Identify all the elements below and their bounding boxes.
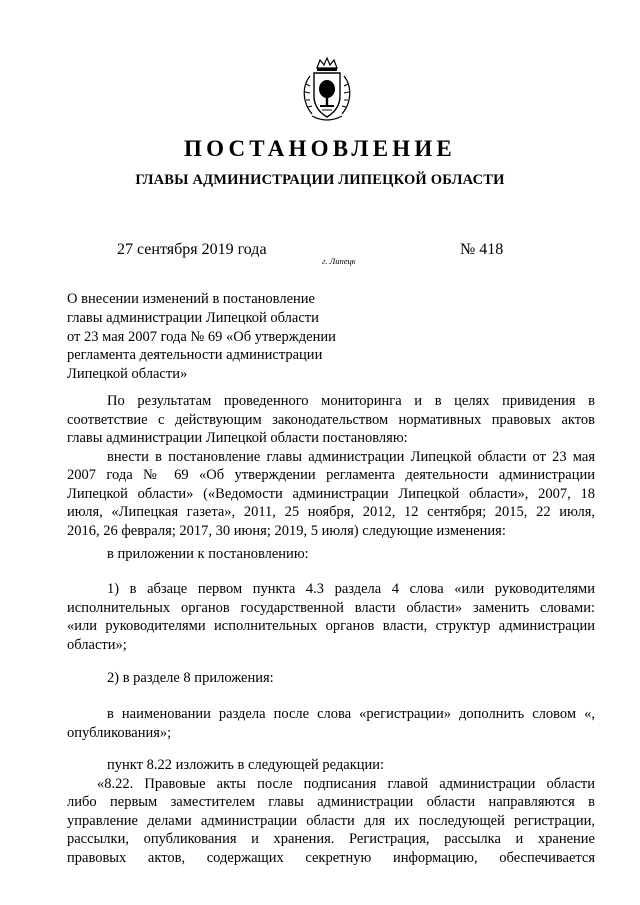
text-line: 2) в разделе 8 приложения:: [107, 670, 274, 686]
text-line: 2016, 26 февраля; 2017, 30 июня; 2019, 5 июля) следующие изменения:: [67, 522, 506, 539]
subject-line: от 23 мая 2007 года № 69 «Об утверждении: [67, 328, 336, 345]
document-city: г. Липецк: [322, 256, 356, 266]
text-line: Липецкой области» («Ведомости администрации Липецкой области», 2007, 18: [67, 485, 595, 502]
text-line: главы администрации Липецкой области постановляю:: [67, 430, 408, 446]
clause-paragraph: [67, 756, 595, 867]
subject-block: [67, 290, 367, 384]
text-line: области»;: [67, 636, 127, 653]
text-line: управление делами администрации области для их последующей регистрации,: [67, 812, 595, 829]
text-line: По результатам проведенного мониторинга и в целях привидения в: [107, 393, 595, 409]
text-line: правовых актов, содержащих секретную информацию, обеспечивается: [67, 849, 595, 866]
section-title-paragraph: [67, 705, 595, 742]
item-1-paragraph: [67, 580, 595, 654]
subject-line: главы администрации Липецкой области: [67, 309, 319, 326]
text-line: июля, «Липецкая газета», 2011, 25 ноября, 2012, 12 сентября; 2015, 22 июля,: [67, 504, 595, 520]
text-line: внести в постановление главы администрации Липецкой области от 23 мая: [107, 448, 595, 465]
text-line: рассылки, опубликования и хранения. Регистрация, рассылка и хранение: [67, 831, 595, 847]
subject-line: регламента деятельности администрации: [67, 347, 323, 364]
text-line: соответствие с действующим законодательством нормативных правовых актов: [67, 411, 595, 428]
document-subtitle: ГЛАВЫ АДМИНИСТРАЦИИ ЛИПЕЦКОЙ ОБЛАСТИ: [135, 172, 505, 188]
text-line: 2007 года № 69 «Об утверждении регламента деятельности администрации: [67, 467, 595, 483]
text-line: опубликования»;: [67, 724, 172, 741]
text-line: исполнительных органов государственной власти области» заменить словами:: [67, 599, 595, 616]
item-2-paragraph: [67, 669, 595, 688]
document-date: 27 сентября 2019 года: [117, 241, 267, 258]
text-line: в приложении к постановлению:: [107, 546, 309, 562]
text-line: либо первым заместителем главы администрации области направляются в: [67, 794, 595, 810]
text-line: 1) в абзаце первом пункта 4.3 раздела 4 слова «или руководителями: [107, 581, 595, 597]
subject-line: О внесении изменений в постановление: [67, 291, 315, 307]
text-line: в наименовании раздела после слова «регистрации» дополнить словом «,: [107, 706, 595, 722]
subject-line: Липецкой области»: [67, 366, 188, 383]
text-line: «или руководителями исполнительных органов власти, структур администрации: [67, 618, 595, 634]
preamble-paragraph: [67, 392, 595, 540]
document-number: № 418: [460, 241, 504, 258]
coat-of-arms-emblem: [300, 56, 354, 122]
document-title: ПОСТАНОВЛЕНИЕ: [184, 136, 456, 161]
text-line: «8.22. Правовые акты после подписания главой администрации области: [97, 775, 595, 792]
text-line: пункт 8.22 изложить в следующей редакции:: [107, 757, 385, 773]
annex-paragraph: [67, 545, 595, 564]
